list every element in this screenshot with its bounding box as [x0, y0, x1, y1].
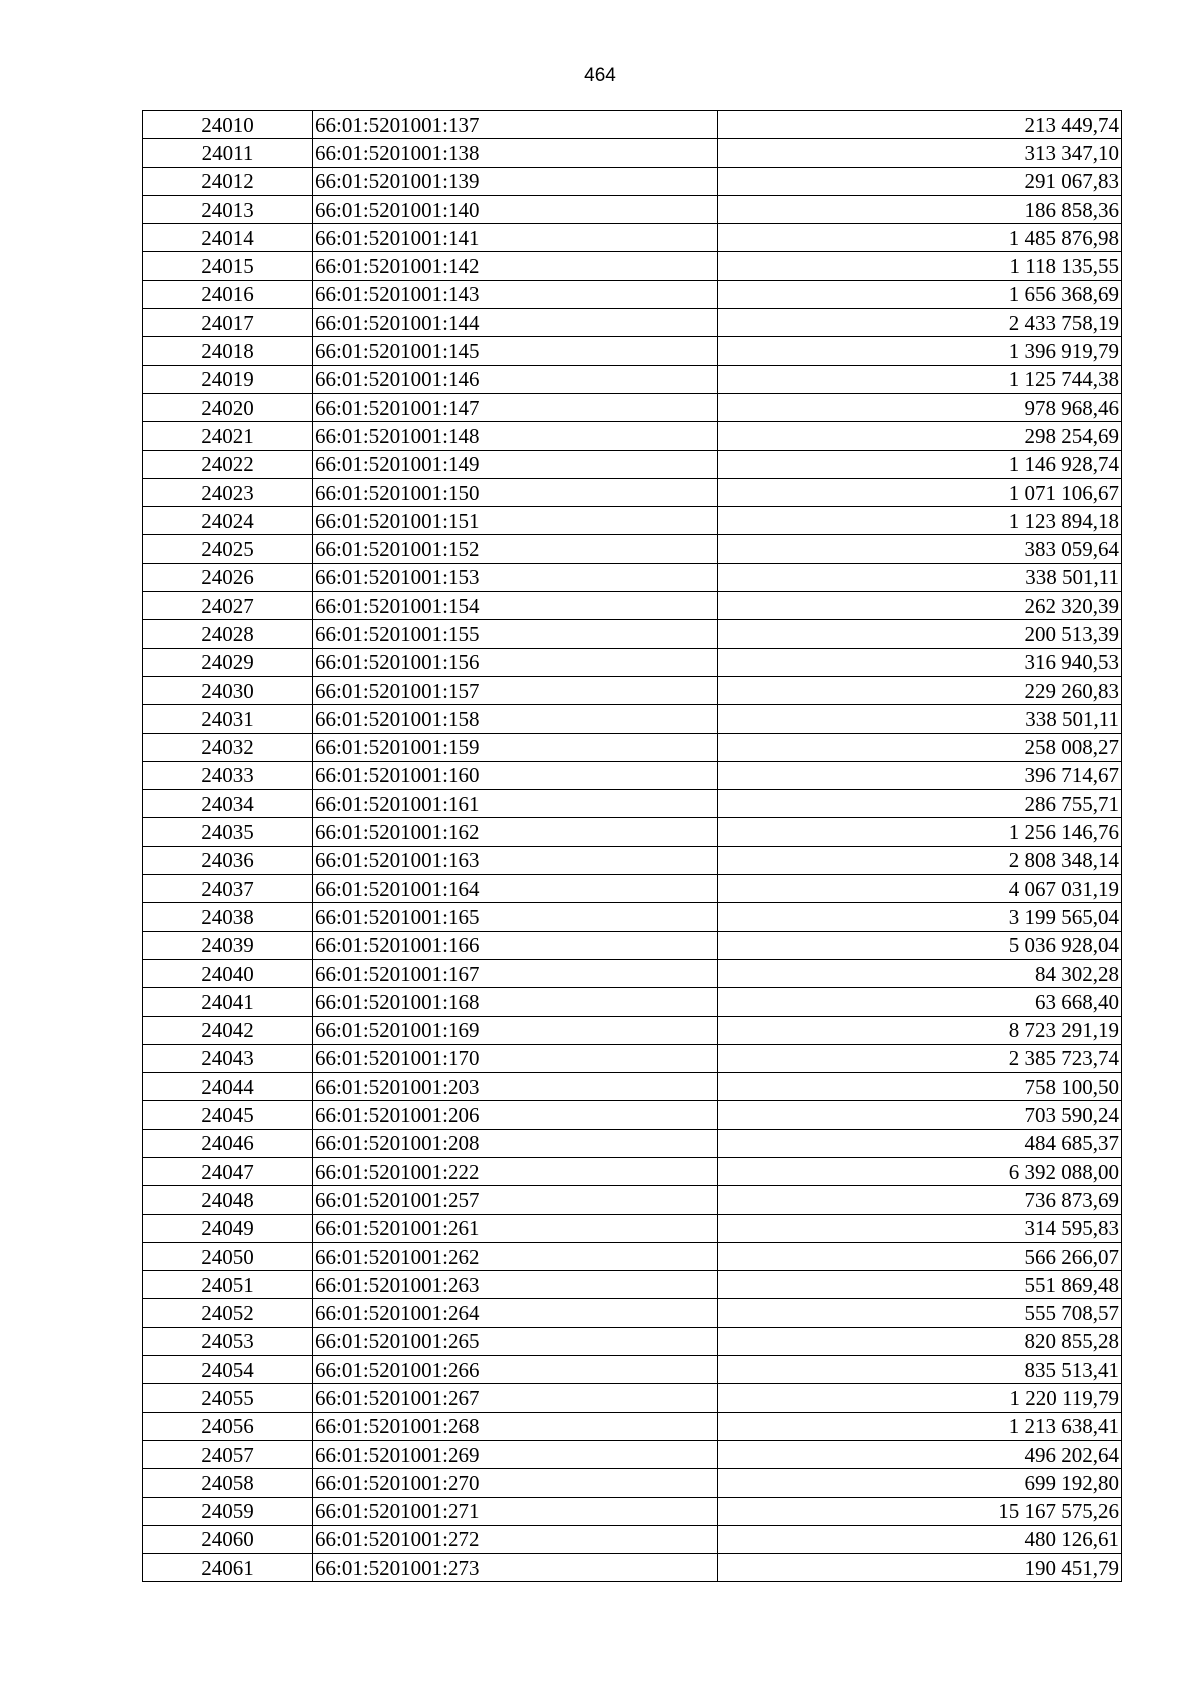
table-body — [143, 111, 1122, 1582]
table-row — [143, 393, 1122, 421]
cadastral-number-cell: 66:01:5201001:155 — [313, 620, 718, 648]
table-row — [143, 676, 1122, 704]
cadastral-value-cell: 229 260,83 — [718, 676, 1122, 704]
table-row — [143, 563, 1122, 591]
cadastral-number-cell: 66:01:5201001:267 — [313, 1384, 718, 1412]
table-row — [143, 875, 1122, 903]
table-row — [143, 620, 1122, 648]
table-row — [143, 1384, 1122, 1412]
cadastral-value-cell: 703 590,24 — [718, 1101, 1122, 1129]
table-row — [143, 903, 1122, 931]
table-row — [143, 846, 1122, 874]
cadastral-number-cell: 66:01:5201001:137 — [313, 111, 718, 139]
table-row — [143, 1440, 1122, 1468]
cadastral-number-cell: 66:01:5201001:157 — [313, 676, 718, 704]
cadastral-number-cell: 66:01:5201001:152 — [313, 535, 718, 563]
cadastral-value-cell: 8 723 291,19 — [718, 1016, 1122, 1044]
row-number-cell: 24024 — [143, 507, 313, 535]
table-row — [143, 1101, 1122, 1129]
row-number-cell: 24021 — [143, 422, 313, 450]
cadastral-value-cell: 291 067,83 — [718, 167, 1122, 195]
row-number-cell: 24056 — [143, 1412, 313, 1440]
cadastral-number-cell: 66:01:5201001:263 — [313, 1271, 718, 1299]
row-number-cell: 24017 — [143, 309, 313, 337]
cadastral-value-cell: 555 708,57 — [718, 1299, 1122, 1327]
table-row — [143, 280, 1122, 308]
cadastral-number-cell: 66:01:5201001:257 — [313, 1186, 718, 1214]
row-number-cell: 24022 — [143, 450, 313, 478]
row-number-cell: 24037 — [143, 875, 313, 903]
cadastral-number-cell: 66:01:5201001:268 — [313, 1412, 718, 1440]
cadastral-value-cell: 1 118 135,55 — [718, 252, 1122, 280]
row-number-cell: 24053 — [143, 1327, 313, 1355]
cadastral-value-cell: 1 396 919,79 — [718, 337, 1122, 365]
row-number-cell: 24059 — [143, 1497, 313, 1525]
table-row — [143, 1157, 1122, 1185]
row-number-cell: 24054 — [143, 1356, 313, 1384]
cadastral-number-cell: 66:01:5201001:163 — [313, 846, 718, 874]
table-row — [143, 1186, 1122, 1214]
cadastral-value-cell: 186 858,36 — [718, 195, 1122, 223]
cadastral-number-cell: 66:01:5201001:270 — [313, 1469, 718, 1497]
cadastral-value-cell: 396 714,67 — [718, 761, 1122, 789]
table-row — [143, 139, 1122, 167]
cadastral-number-cell: 66:01:5201001:145 — [313, 337, 718, 365]
cadastral-number-cell: 66:01:5201001:147 — [313, 393, 718, 421]
table-row — [143, 705, 1122, 733]
cadastral-value-cell: 1 213 638,41 — [718, 1412, 1122, 1440]
cadastral-number-cell: 66:01:5201001:222 — [313, 1157, 718, 1185]
cadastral-number-cell: 66:01:5201001:162 — [313, 818, 718, 846]
table-row — [143, 1129, 1122, 1157]
row-number-cell: 24049 — [143, 1214, 313, 1242]
cadastral-value-cell: 2 808 348,14 — [718, 846, 1122, 874]
cadastral-number-cell: 66:01:5201001:140 — [313, 195, 718, 223]
cadastral-number-cell: 66:01:5201001:170 — [313, 1044, 718, 1072]
table-row — [143, 931, 1122, 959]
cadastral-number-cell: 66:01:5201001:273 — [313, 1554, 718, 1582]
row-number-cell: 24032 — [143, 733, 313, 761]
row-number-cell: 24033 — [143, 761, 313, 789]
cadastral-value-cell: 3 199 565,04 — [718, 903, 1122, 931]
cadastral-number-cell: 66:01:5201001:158 — [313, 705, 718, 733]
row-number-cell: 24058 — [143, 1469, 313, 1497]
cadastral-number-cell: 66:01:5201001:203 — [313, 1073, 718, 1101]
cadastral-number-cell: 66:01:5201001:262 — [313, 1242, 718, 1270]
cadastral-number-cell: 66:01:5201001:144 — [313, 309, 718, 337]
row-number-cell: 24027 — [143, 592, 313, 620]
table-row — [143, 507, 1122, 535]
cadastral-value-cell: 383 059,64 — [718, 535, 1122, 563]
cadastral-value-cell: 758 100,50 — [718, 1073, 1122, 1101]
row-number-cell: 24029 — [143, 648, 313, 676]
cadastral-number-cell: 66:01:5201001:264 — [313, 1299, 718, 1327]
cadastral-number-cell: 66:01:5201001:164 — [313, 875, 718, 903]
table-row — [143, 422, 1122, 450]
cadastral-number-cell: 66:01:5201001:261 — [313, 1214, 718, 1242]
cadastral-number-cell: 66:01:5201001:138 — [313, 139, 718, 167]
cadastral-value-cell: 190 451,79 — [718, 1554, 1122, 1582]
table-row — [143, 167, 1122, 195]
cadastral-number-cell: 66:01:5201001:167 — [313, 959, 718, 987]
row-number-cell: 24020 — [143, 393, 313, 421]
table-row — [143, 1469, 1122, 1497]
row-number-cell: 24052 — [143, 1299, 313, 1327]
cadastral-number-cell: 66:01:5201001:169 — [313, 1016, 718, 1044]
cadastral-number-cell: 66:01:5201001:150 — [313, 478, 718, 506]
cadastral-value-cell: 551 869,48 — [718, 1271, 1122, 1299]
cadastral-number-cell: 66:01:5201001:272 — [313, 1525, 718, 1553]
table-row — [143, 195, 1122, 223]
cadastral-value-cell: 566 266,07 — [718, 1242, 1122, 1270]
row-number-cell: 24039 — [143, 931, 313, 959]
cadastral-number-cell: 66:01:5201001:208 — [313, 1129, 718, 1157]
row-number-cell: 24018 — [143, 337, 313, 365]
row-number-cell: 24026 — [143, 563, 313, 591]
page-number: 464 — [584, 65, 616, 86]
row-number-cell: 24050 — [143, 1242, 313, 1270]
cadastral-value-cell: 298 254,69 — [718, 422, 1122, 450]
cadastral-value-cell: 1 485 876,98 — [718, 224, 1122, 252]
row-number-cell: 24048 — [143, 1186, 313, 1214]
cadastral-value-cell: 213 449,74 — [718, 111, 1122, 139]
cadastral-number-cell: 66:01:5201001:168 — [313, 988, 718, 1016]
cadastral-number-cell: 66:01:5201001:206 — [313, 1101, 718, 1129]
cadastral-value-cell: 262 320,39 — [718, 592, 1122, 620]
table-row — [143, 1554, 1122, 1582]
table-row — [143, 1242, 1122, 1270]
row-number-cell: 24051 — [143, 1271, 313, 1299]
table-row — [143, 1327, 1122, 1355]
table-row — [143, 818, 1122, 846]
cadastral-value-cell: 2 433 758,19 — [718, 309, 1122, 337]
cadastral-number-cell: 66:01:5201001:156 — [313, 648, 718, 676]
cadastral-value-cell: 1 071 106,67 — [718, 478, 1122, 506]
row-number-cell: 24041 — [143, 988, 313, 1016]
cadastral-number-cell: 66:01:5201001:154 — [313, 592, 718, 620]
cadastral-value-cell: 820 855,28 — [718, 1327, 1122, 1355]
row-number-cell: 24011 — [143, 139, 313, 167]
cadastral-value-cell: 1 256 146,76 — [718, 818, 1122, 846]
cadastral-value-cell: 4 067 031,19 — [718, 875, 1122, 903]
table-row — [143, 1497, 1122, 1525]
cadastral-value-cell: 699 192,80 — [718, 1469, 1122, 1497]
cadastral-number-cell: 66:01:5201001:269 — [313, 1440, 718, 1468]
table-row — [143, 790, 1122, 818]
table-row — [143, 761, 1122, 789]
table-row — [143, 478, 1122, 506]
row-number-cell: 24046 — [143, 1129, 313, 1157]
cadastral-number-cell: 66:01:5201001:265 — [313, 1327, 718, 1355]
table-row — [143, 111, 1122, 139]
table-row — [143, 224, 1122, 252]
row-number-cell: 24013 — [143, 195, 313, 223]
row-number-cell: 24025 — [143, 535, 313, 563]
table-row — [143, 959, 1122, 987]
table-row — [143, 1073, 1122, 1101]
table-row — [143, 648, 1122, 676]
cadastral-number-cell: 66:01:5201001:149 — [313, 450, 718, 478]
cadastral-value-cell: 338 501,11 — [718, 705, 1122, 733]
row-number-cell: 24030 — [143, 676, 313, 704]
cadastral-value-cell: 258 008,27 — [718, 733, 1122, 761]
cadastral-number-cell: 66:01:5201001:160 — [313, 761, 718, 789]
row-number-cell: 24010 — [143, 111, 313, 139]
cadastral-value-cell: 736 873,69 — [718, 1186, 1122, 1214]
cadastral-number-cell: 66:01:5201001:266 — [313, 1356, 718, 1384]
cadastral-value-cell: 286 755,71 — [718, 790, 1122, 818]
cadastral-number-cell: 66:01:5201001:165 — [313, 903, 718, 931]
row-number-cell: 24036 — [143, 846, 313, 874]
table-row — [143, 733, 1122, 761]
cadastral-number-cell: 66:01:5201001:159 — [313, 733, 718, 761]
cadastral-value-cell: 480 126,61 — [718, 1525, 1122, 1553]
table-row — [143, 988, 1122, 1016]
row-number-cell: 24061 — [143, 1554, 313, 1582]
table-row — [143, 1412, 1122, 1440]
cadastral-number-cell: 66:01:5201001:271 — [313, 1497, 718, 1525]
table-row — [143, 1525, 1122, 1553]
cadastral-value-cell: 1 146 928,74 — [718, 450, 1122, 478]
cadastral-value-cell: 338 501,11 — [718, 563, 1122, 591]
cadastral-value-cell: 484 685,37 — [718, 1129, 1122, 1157]
cadastral-number-cell: 66:01:5201001:141 — [313, 224, 718, 252]
table-row — [143, 309, 1122, 337]
table-row — [143, 1356, 1122, 1384]
cadastral-value-cell: 15 167 575,26 — [718, 1497, 1122, 1525]
row-number-cell: 24057 — [143, 1440, 313, 1468]
cadastral-number-cell: 66:01:5201001:143 — [313, 280, 718, 308]
row-number-cell: 24042 — [143, 1016, 313, 1044]
cadastral-value-cell: 316 940,53 — [718, 648, 1122, 676]
table-row — [143, 365, 1122, 393]
cadastral-number-cell: 66:01:5201001:146 — [313, 365, 718, 393]
cadastral-value-cell: 1 125 744,38 — [718, 365, 1122, 393]
cadastral-value-cell: 1 123 894,18 — [718, 507, 1122, 535]
cadastral-number-cell: 66:01:5201001:151 — [313, 507, 718, 535]
table-row — [143, 1271, 1122, 1299]
row-number-cell: 24035 — [143, 818, 313, 846]
row-number-cell: 24031 — [143, 705, 313, 733]
table-row — [143, 535, 1122, 563]
table-row — [143, 337, 1122, 365]
cadastral-number-cell: 66:01:5201001:148 — [313, 422, 718, 450]
cadastral-number-cell: 66:01:5201001:153 — [313, 563, 718, 591]
cadastral-value-cell: 5 036 928,04 — [718, 931, 1122, 959]
row-number-cell: 24016 — [143, 280, 313, 308]
table-row — [143, 450, 1122, 478]
cadastral-value-cell: 978 968,46 — [718, 393, 1122, 421]
table-row — [143, 1214, 1122, 1242]
cadastral-value-cell: 1 220 119,79 — [718, 1384, 1122, 1412]
cadastral-number-cell: 66:01:5201001:139 — [313, 167, 718, 195]
cadastral-value-cell: 2 385 723,74 — [718, 1044, 1122, 1072]
cadastral-value-cell: 6 392 088,00 — [718, 1157, 1122, 1185]
row-number-cell: 24028 — [143, 620, 313, 648]
cadastral-value-cell: 314 595,83 — [718, 1214, 1122, 1242]
cadastral-value-cell: 313 347,10 — [718, 139, 1122, 167]
table-row — [143, 252, 1122, 280]
cadastral-value-table — [142, 110, 1122, 1582]
row-number-cell: 24060 — [143, 1525, 313, 1553]
row-number-cell: 24023 — [143, 478, 313, 506]
cadastral-value-cell: 63 668,40 — [718, 988, 1122, 1016]
cadastral-value-cell: 835 513,41 — [718, 1356, 1122, 1384]
cadastral-number-cell: 66:01:5201001:161 — [313, 790, 718, 818]
row-number-cell: 24044 — [143, 1073, 313, 1101]
row-number-cell: 24038 — [143, 903, 313, 931]
cadastral-number-cell: 66:01:5201001:166 — [313, 931, 718, 959]
row-number-cell: 24043 — [143, 1044, 313, 1072]
cadastral-value-cell: 496 202,64 — [718, 1440, 1122, 1468]
row-number-cell: 24055 — [143, 1384, 313, 1412]
row-number-cell: 24019 — [143, 365, 313, 393]
cadastral-number-cell: 66:01:5201001:142 — [313, 252, 718, 280]
table-row — [143, 1044, 1122, 1072]
table-row — [143, 1299, 1122, 1327]
table-row — [143, 1016, 1122, 1044]
row-number-cell: 24045 — [143, 1101, 313, 1129]
row-number-cell: 24047 — [143, 1157, 313, 1185]
row-number-cell: 24040 — [143, 959, 313, 987]
table-row — [143, 592, 1122, 620]
row-number-cell: 24014 — [143, 224, 313, 252]
cadastral-value-cell: 84 302,28 — [718, 959, 1122, 987]
row-number-cell: 24015 — [143, 252, 313, 280]
cadastral-value-cell: 1 656 368,69 — [718, 280, 1122, 308]
cadastral-value-cell: 200 513,39 — [718, 620, 1122, 648]
row-number-cell: 24034 — [143, 790, 313, 818]
row-number-cell: 24012 — [143, 167, 313, 195]
